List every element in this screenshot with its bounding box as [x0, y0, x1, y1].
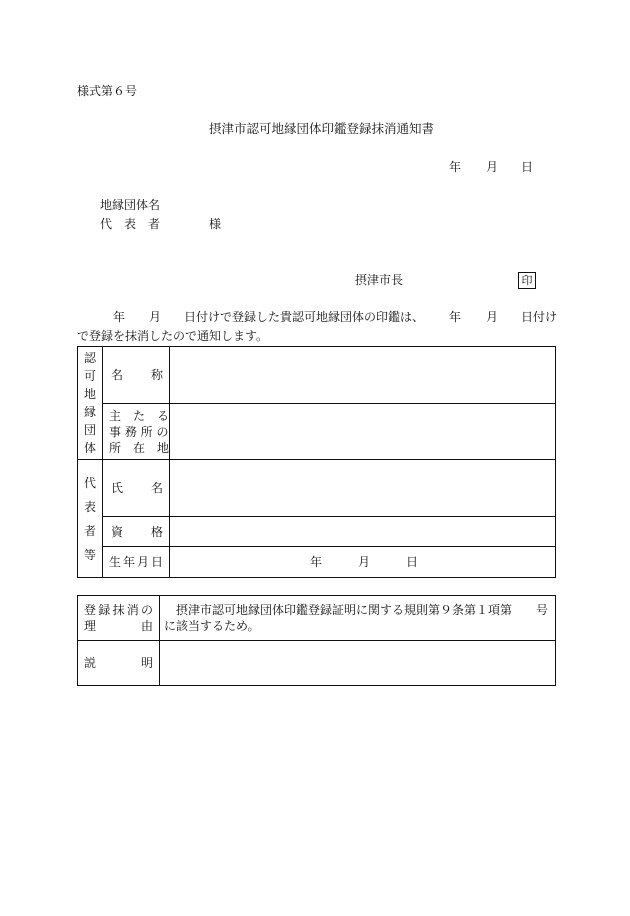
reason-label-cell: 登 録 抹 消 の 理 由	[78, 596, 160, 641]
issuer-title: 摂津市長	[355, 273, 404, 287]
rep-name-value-cell[interactable]	[170, 460, 556, 517]
body-year: 年	[113, 310, 126, 324]
body-line2: で登録を抹消したので通知します。	[77, 329, 269, 343]
name-label-cell: 名 称	[103, 347, 170, 404]
office-value-cell[interactable]	[170, 404, 556, 460]
explanation-label-cell: 説 明	[78, 641, 160, 686]
date-year: 年	[449, 160, 462, 174]
document-title: 摂津市認可地縁団体印鑑登録抹消通知書	[209, 121, 435, 136]
qualification-label-cell: 資 格	[103, 517, 170, 547]
name-value-cell[interactable]	[170, 347, 556, 404]
reason-table	[77, 595, 556, 686]
birthdate-label-cell: 生 年 月 日	[103, 547, 170, 578]
birth-day: 日	[406, 555, 419, 569]
body-month2: 月	[486, 310, 499, 324]
body-main: 日付けで登録した貴認可地縁団体の印鑑は、	[184, 310, 425, 324]
reason-text-cell: 摂津市認可地縁団体印鑑登録証明に関する規則第９条第１項第 号に該当するため。	[160, 596, 556, 641]
rep-name-label-cell: 氏 名	[103, 460, 170, 517]
birth-month: 月	[358, 555, 371, 569]
office-label-cell: 主 た る 事 務 所 の 所 在 地	[103, 404, 170, 460]
birth-year: 年	[310, 555, 323, 569]
date-day: 日	[521, 160, 534, 174]
group-name-label: 地縁団体名	[100, 198, 161, 212]
form-number: 様式第６号	[77, 84, 138, 98]
body-day2: 日付け	[521, 310, 558, 324]
explanation-value-cell[interactable]	[160, 641, 556, 686]
representative-label: 代 表 者	[100, 217, 161, 231]
date-month: 月	[486, 160, 499, 174]
honorific: 様	[209, 217, 222, 231]
seal-stamp: 印	[518, 272, 536, 289]
qualification-value-cell[interactable]	[170, 517, 556, 547]
rep-header-cell: 代 表 者 等	[78, 460, 103, 578]
group-header-cell: 認 可 地 縁 団 体	[78, 347, 103, 460]
birthdate-value-cell[interactable]	[170, 547, 556, 578]
group-info-table	[77, 346, 556, 578]
body-month: 月	[149, 310, 162, 324]
body-year2: 年	[449, 310, 462, 324]
